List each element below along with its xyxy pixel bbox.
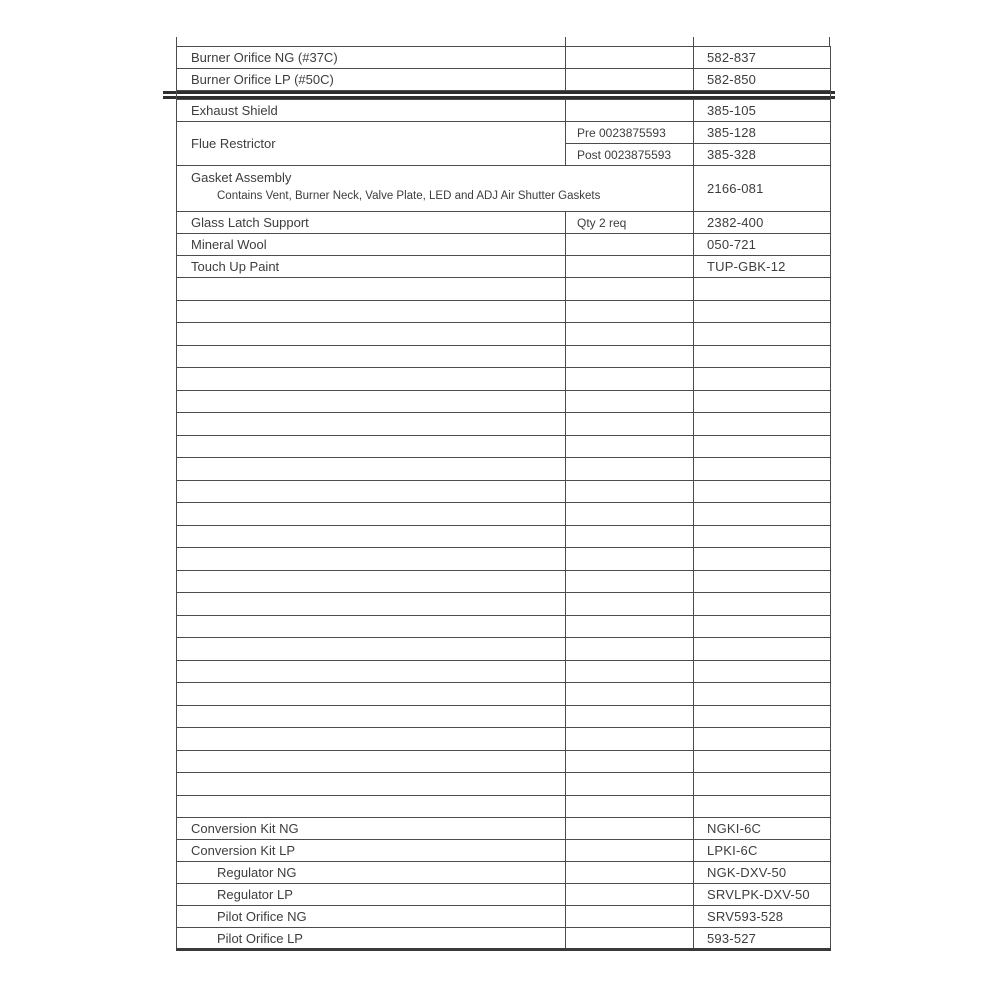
empty-table-row (177, 300, 831, 323)
part-number-cell (694, 300, 831, 323)
empty-table-row (177, 705, 831, 728)
note-cell (566, 100, 694, 122)
table-row (177, 69, 831, 91)
empty-table-row (177, 638, 831, 661)
part-number-cell (694, 525, 831, 548)
table-row (177, 928, 831, 950)
part-number-cell (694, 795, 831, 818)
note-cell (566, 480, 694, 503)
table-row (177, 884, 831, 906)
description-cell (177, 570, 566, 593)
description-cell: Regulator NG (177, 862, 566, 884)
part-number-cell (694, 660, 831, 683)
note-cell (566, 750, 694, 773)
column-edge-stub (693, 37, 694, 46)
note-cell: Pre 0023875593 (566, 122, 694, 144)
description-cell (177, 705, 566, 728)
note-cell (566, 638, 694, 661)
part-number-cell (694, 480, 831, 503)
column-edge-stub (829, 37, 830, 46)
part-number-cell (694, 638, 831, 661)
parts-table (176, 46, 831, 951)
empty-table-row (177, 480, 831, 503)
table-row (177, 862, 831, 884)
table-row (177, 166, 831, 212)
part-number-cell (694, 278, 831, 301)
part-number-cell (694, 548, 831, 571)
part-number-cell (694, 570, 831, 593)
empty-table-row (177, 323, 831, 346)
description-cell (177, 435, 566, 458)
empty-table-row (177, 345, 831, 368)
note-cell (566, 69, 694, 91)
part-number-cell (694, 368, 831, 391)
note-cell (566, 47, 694, 69)
description-cell: Conversion Kit NG (177, 818, 566, 840)
part-number-cell (694, 390, 831, 413)
note-cell (566, 300, 694, 323)
part-number-cell: 582-837 (694, 47, 831, 69)
part-number-cell (694, 593, 831, 616)
part-number-cell: 050-721 (694, 234, 831, 256)
empty-table-row (177, 278, 831, 301)
description-cell (177, 413, 566, 436)
description-main-line: Gasket Assembly (191, 170, 292, 185)
empty-table-row (177, 413, 831, 436)
note-cell (566, 593, 694, 616)
note-cell (566, 615, 694, 638)
part-number-cell: SRVLPK-DXV-50 (694, 884, 831, 906)
part-number-cell (694, 413, 831, 436)
empty-table-row (177, 435, 831, 458)
note-cell (566, 928, 694, 950)
note-cell (566, 906, 694, 928)
note-cell (566, 728, 694, 751)
part-number-cell: 2166-081 (694, 166, 831, 212)
part-number-cell: TUP-GBK-12 (694, 256, 831, 278)
note-cell (566, 413, 694, 436)
description-cell (177, 728, 566, 751)
part-number-cell (694, 435, 831, 458)
description-cell (177, 278, 566, 301)
description-cell (177, 345, 566, 368)
description-sub-line: Contains Vent, Burner Neck, Valve Plate, LED and ADJ Air Shutter Gaskets (217, 190, 601, 202)
part-number-cell: 593-527 (694, 928, 831, 950)
table-row (177, 818, 831, 840)
column-edge-stub (565, 37, 566, 46)
section-separator-row (177, 91, 831, 100)
description-cell (177, 683, 566, 706)
note-cell: Qty 2 req (566, 212, 694, 234)
part-number-cell (694, 683, 831, 706)
part-number-cell (694, 773, 831, 796)
part-number-cell: 385-128 (694, 122, 831, 144)
description-cell: Pilot Orifice LP (177, 928, 566, 950)
note-cell (566, 705, 694, 728)
empty-table-row (177, 458, 831, 481)
description-cell (177, 750, 566, 773)
part-number-cell: LPKI-6C (694, 840, 831, 862)
description-cell (177, 615, 566, 638)
description-cell: Glass Latch Support (177, 212, 566, 234)
table-row (177, 906, 831, 928)
description-cell (177, 480, 566, 503)
part-number-cell (694, 615, 831, 638)
description-cell (177, 503, 566, 526)
note-cell: Post 0023875593 (566, 144, 694, 166)
note-cell (566, 862, 694, 884)
part-number-cell: 582-850 (694, 69, 831, 91)
parts-table-body (177, 47, 831, 950)
table-row (177, 212, 831, 234)
empty-table-row (177, 750, 831, 773)
description-cell (177, 593, 566, 616)
part-number-cell: 385-328 (694, 144, 831, 166)
description-cell (177, 638, 566, 661)
part-number-cell (694, 458, 831, 481)
part-number-cell (694, 323, 831, 346)
part-number-cell: NGK-DXV-50 (694, 862, 831, 884)
note-cell (566, 323, 694, 346)
table-row (177, 256, 831, 278)
description-cell (177, 548, 566, 571)
empty-table-row (177, 503, 831, 526)
note-cell (566, 435, 694, 458)
note-cell (566, 818, 694, 840)
empty-table-row (177, 548, 831, 571)
note-cell (566, 256, 694, 278)
part-number-cell (694, 750, 831, 773)
empty-table-row (177, 615, 831, 638)
note-cell (566, 278, 694, 301)
description-cell: Burner Orifice NG (#37C) (177, 47, 566, 69)
section-separator-band (163, 91, 835, 99)
description-cell: Mineral Wool (177, 234, 566, 256)
description-cell (177, 525, 566, 548)
description-cell (177, 323, 566, 346)
part-number-cell (694, 345, 831, 368)
note-cell (566, 840, 694, 862)
empty-table-row (177, 525, 831, 548)
description-cell: Conversion Kit LP (177, 840, 566, 862)
part-number-cell (694, 705, 831, 728)
table-row (177, 47, 831, 69)
table-row (177, 122, 831, 144)
note-cell (566, 570, 694, 593)
part-number-cell: 385-105 (694, 100, 831, 122)
description-cell (177, 390, 566, 413)
description-cell (177, 660, 566, 683)
part-number-cell: SRV593-528 (694, 906, 831, 928)
note-cell (566, 458, 694, 481)
part-number-cell (694, 503, 831, 526)
description-cell (177, 368, 566, 391)
empty-table-row (177, 728, 831, 751)
description-cell: Regulator LP (177, 884, 566, 906)
empty-table-row (177, 773, 831, 796)
table-row (177, 234, 831, 256)
description-cell (177, 795, 566, 818)
description-cell (177, 300, 566, 323)
table-row (177, 100, 831, 122)
note-cell (566, 525, 694, 548)
column-edge-stub (176, 37, 177, 46)
note-cell (566, 368, 694, 391)
note-cell (566, 884, 694, 906)
note-cell (566, 548, 694, 571)
empty-table-row (177, 683, 831, 706)
part-number-cell (694, 728, 831, 751)
description-cell: Touch Up Paint (177, 256, 566, 278)
empty-table-row (177, 390, 831, 413)
part-number-cell: NGKI-6C (694, 818, 831, 840)
note-cell (566, 503, 694, 526)
part-number-cell: 2382-400 (694, 212, 831, 234)
table-row (177, 840, 831, 862)
description-cell: Exhaust Shield (177, 100, 566, 122)
description-cell: Pilot Orifice NG (177, 906, 566, 928)
note-cell (566, 773, 694, 796)
empty-table-row (177, 795, 831, 818)
note-cell (566, 390, 694, 413)
description-cell (177, 773, 566, 796)
note-cell (566, 234, 694, 256)
empty-table-row (177, 593, 831, 616)
note-cell (566, 345, 694, 368)
empty-table-row (177, 368, 831, 391)
empty-table-row (177, 570, 831, 593)
description-cell: Flue Restrictor (177, 122, 566, 166)
note-cell (566, 795, 694, 818)
empty-table-row (177, 660, 831, 683)
note-cell (566, 660, 694, 683)
description-cell (177, 458, 566, 481)
description-cell: Burner Orifice LP (#50C) (177, 69, 566, 91)
section-separator-cell (177, 91, 831, 100)
note-cell (566, 683, 694, 706)
description-cell (177, 166, 694, 212)
